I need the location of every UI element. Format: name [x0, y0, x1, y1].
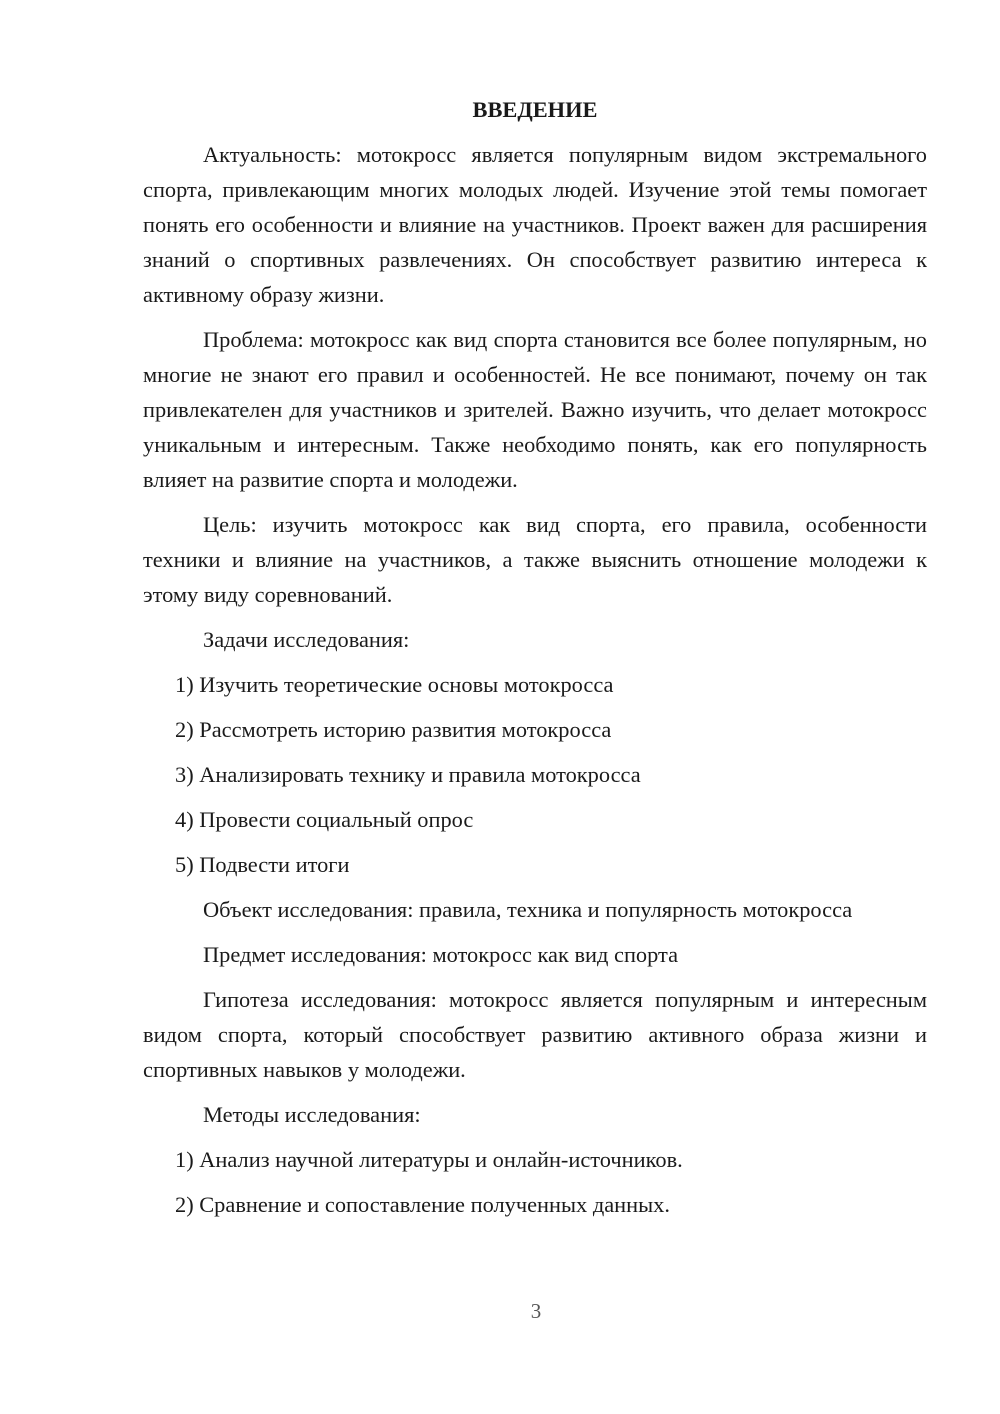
list-item: 2) Рассмотреть историю развития мотокросса	[175, 717, 612, 742]
list-item: 3) Анализировать технику и правила мотокросса	[175, 762, 641, 787]
goal-paragraph: Цель: изучить мотокросс как вид спорта, его правила, особенности техники и влияние на участников, а также выяснить отношение молодежи к этому виду соревнований.	[143, 512, 927, 607]
problem-paragraph: Проблема: мотокросс как вид спорта становится все более популярным, но многие не знают его правил и особенностей. Не все понимают, почему он так привлекателен для участников и зрителей. Важно изучить, что делает мотокросс уникальным и интересным. Также необходимо понять, как его популярность влияет на развитие спорта и молодежи.	[143, 327, 927, 492]
object-line: Объект исследования: правила, техника и популярность мотокросса	[203, 897, 853, 922]
list-item: 5) Подвести итоги	[175, 852, 350, 877]
page-number: 3	[530, 1299, 542, 1323]
tasks-list	[143, 667, 927, 882]
tasks-heading: Задачи исследования:	[203, 627, 410, 652]
list-item: 1) Изучить теоретические основы мотокросса	[175, 672, 614, 697]
page-content	[143, 92, 927, 1232]
methods-heading: Методы исследования:	[203, 1102, 421, 1127]
list-item: 2) Сравнение и сопоставление полученных данных.	[175, 1192, 670, 1217]
section-title: ВВЕДЕНИЕ	[472, 97, 598, 122]
hypothesis-paragraph: Гипотеза исследования: мотокросс является популярным и интересным видом спорта, который способствует развитию активного образа жизни и спортивных навыков у молодежи.	[143, 987, 927, 1082]
methods-list	[143, 1142, 927, 1222]
list-item: 4) Провести социальный опрос	[175, 807, 474, 832]
relevance-paragraph: Актуальность: мотокросс является популярным видом экстремального спорта, привлекающим многих молодых людей. Изучение этой темы помогает понять его особенности и влияние на участников. Проект важен для расширения знаний о спортивных развлечениях. Он способствует развитию интереса к активному образу жизни.	[143, 142, 927, 307]
list-item: 1) Анализ научной литературы и онлайн-источников.	[175, 1147, 683, 1172]
subject-line: Предмет исследования: мотокросс как вид спорта	[203, 942, 679, 967]
